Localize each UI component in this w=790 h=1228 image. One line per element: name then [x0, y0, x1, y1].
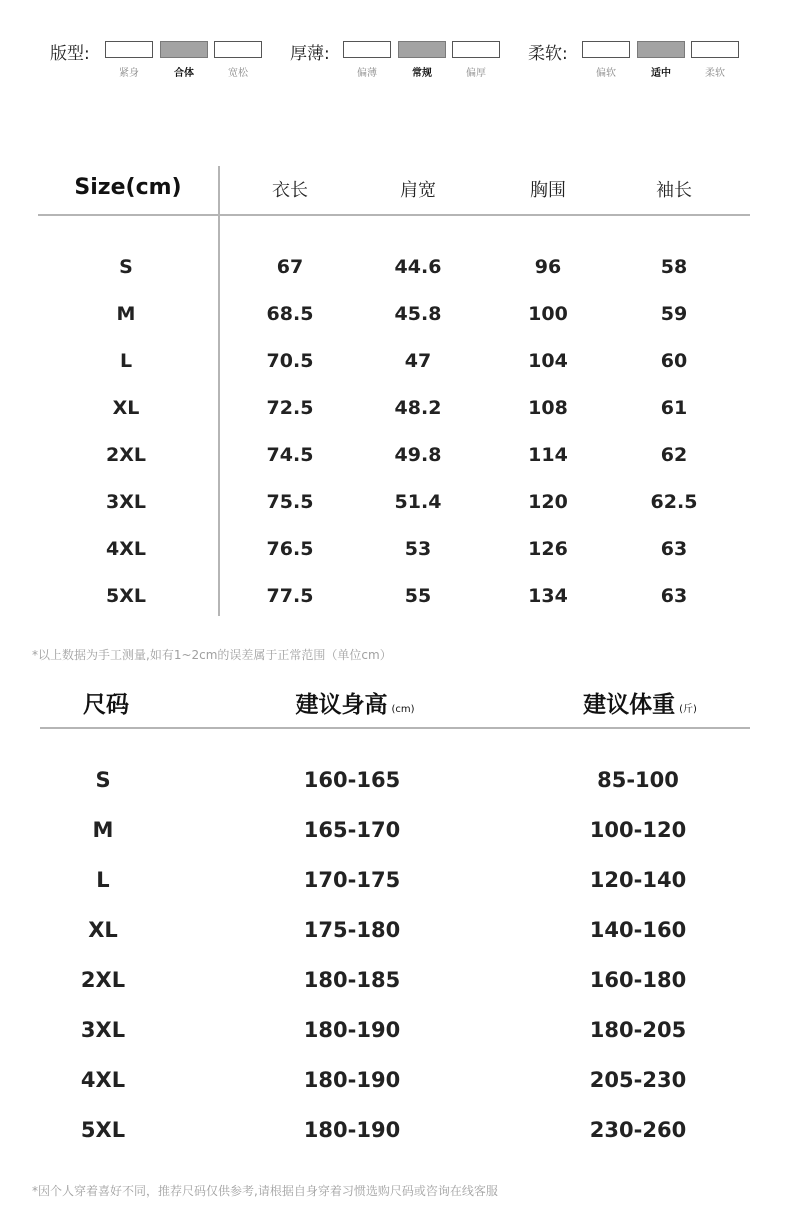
length-cell: 67 [276, 256, 304, 278]
shoulder-cell: 48.2 [394, 397, 442, 419]
size-cell: 5XL [106, 585, 146, 607]
sleeve-cell: 63 [660, 585, 688, 607]
fit-type-selector [50, 38, 270, 78]
height-header-unit: (cm) [391, 704, 415, 715]
size-column-header: Size(cm) [74, 175, 182, 200]
size-cell: M [116, 303, 136, 325]
size-cell: S [119, 256, 133, 278]
sleeve-cell: 59 [660, 303, 688, 325]
shoulder-cell: 51.4 [394, 491, 442, 513]
size-code-cell: 3XL [80, 1018, 126, 1042]
option-label: 常规 [412, 68, 432, 79]
shoulder-cell: 44.6 [394, 256, 442, 278]
weight-header-label: 建议体重 [583, 692, 676, 718]
size-code-header-label: 尺码 [83, 692, 129, 718]
length-cell: 77.5 [266, 585, 314, 607]
option-box-selected [398, 41, 446, 58]
height-range-cell: 180-185 [303, 968, 401, 992]
length-cell: 70.5 [266, 350, 314, 372]
recommended-height-header [295, 686, 414, 719]
length-cell: 76.5 [266, 538, 314, 560]
option-label: 柔软 [705, 68, 725, 79]
size-code-header [83, 686, 129, 719]
length-cell: 68.5 [266, 303, 314, 325]
option-label: 偏薄 [357, 68, 377, 79]
chest-cell: 120 [528, 491, 568, 513]
option-box [214, 41, 262, 58]
option-label: 合体 [174, 68, 194, 79]
header-divider [38, 214, 750, 216]
shoulder-cell: 55 [404, 585, 432, 607]
thickness-label: 厚薄: [290, 44, 330, 64]
sleeve-cell: 62 [660, 444, 688, 466]
weight-range-cell: 180-205 [589, 1018, 687, 1042]
softness-option-softest [691, 41, 739, 79]
sleeve-cell: 60 [660, 350, 688, 372]
weight-range-cell: 100-120 [589, 818, 687, 842]
size-cell: XL [112, 397, 140, 419]
sleeve-column-header: 袖长 [656, 180, 692, 201]
thickness-option-thin [343, 41, 391, 79]
measurement-note: *以上数据为手工测量,如有1~2cm的误差属于正常范围（单位cm） [32, 648, 392, 662]
option-box [105, 41, 153, 58]
column-divider [218, 166, 220, 616]
chest-column-header: 胸围 [530, 180, 566, 201]
weight-range-cell: 230-260 [589, 1118, 687, 1142]
size-chart-table [38, 166, 750, 616]
softness-label: 柔软: [528, 44, 568, 64]
sleeve-cell: 62.5 [650, 491, 698, 513]
option-box [582, 41, 630, 58]
chest-cell: 104 [528, 350, 568, 372]
fit-disclaimer-note: *因个人穿着喜好不同，推荐尺码仅供参考,请根据自身穿着习惯选购尺码或咨询在线客服 [32, 1184, 498, 1198]
fit-option-loose [214, 41, 262, 79]
shoulder-column-header: 肩宽 [400, 180, 436, 201]
size-code-cell: 5XL [80, 1118, 126, 1142]
option-box [452, 41, 500, 58]
sleeve-cell: 63 [660, 538, 688, 560]
length-column-header: 衣长 [272, 180, 308, 201]
option-label: 偏厚 [466, 68, 486, 79]
weight-range-cell: 140-160 [589, 918, 687, 942]
thickness-option-regular [398, 41, 446, 79]
sleeve-cell: 58 [660, 256, 688, 278]
length-cell: 72.5 [266, 397, 314, 419]
shoulder-cell: 47 [404, 350, 432, 372]
option-label: 宽松 [228, 68, 248, 79]
size-code-cell: S [95, 768, 111, 792]
height-range-cell: 175-180 [303, 918, 401, 942]
weight-range-cell: 160-180 [589, 968, 687, 992]
height-range-cell: 180-190 [303, 1118, 401, 1142]
header-divider [40, 727, 750, 729]
shoulder-cell: 45.8 [394, 303, 442, 325]
option-box [691, 41, 739, 58]
size-code-cell: 2XL [80, 968, 126, 992]
softness-option-medium [637, 41, 685, 79]
option-label: 偏软 [596, 68, 616, 79]
size-cell: 4XL [106, 538, 146, 560]
option-box-selected [160, 41, 208, 58]
size-cell: 3XL [106, 491, 146, 513]
option-label: 适中 [651, 68, 671, 79]
thickness-selector [290, 38, 510, 78]
chest-cell: 134 [528, 585, 568, 607]
sleeve-cell: 61 [660, 397, 688, 419]
option-label: 紧身 [119, 68, 139, 79]
recommended-weight-header [583, 686, 697, 719]
size-cell: L [119, 350, 133, 372]
length-cell: 74.5 [266, 444, 314, 466]
softness-selector [528, 38, 743, 78]
height-range-cell: 165-170 [303, 818, 401, 842]
chest-cell: 114 [528, 444, 568, 466]
weight-range-cell: 205-230 [589, 1068, 687, 1092]
size-code-cell: L [96, 868, 110, 892]
height-range-cell: 170-175 [303, 868, 401, 892]
weight-range-cell: 85-100 [597, 768, 679, 792]
size-code-cell: 4XL [80, 1068, 126, 1092]
size-code-cell: M [92, 818, 114, 842]
height-header-label: 建议身高 [295, 692, 388, 718]
thickness-option-thick [452, 41, 500, 79]
fit-type-label: 版型: [50, 44, 90, 64]
size-cell: 2XL [106, 444, 146, 466]
softness-option-soft [582, 41, 630, 79]
height-range-cell: 180-190 [303, 1018, 401, 1042]
chest-cell: 96 [534, 256, 562, 278]
weight-range-cell: 120-140 [589, 868, 687, 892]
option-box [343, 41, 391, 58]
size-code-cell: XL [88, 918, 118, 942]
chest-cell: 126 [528, 538, 568, 560]
chest-cell: 108 [528, 397, 568, 419]
fit-option-regular [160, 41, 208, 79]
shoulder-cell: 53 [404, 538, 432, 560]
size-recommendation-table [40, 680, 750, 1150]
weight-header-unit: (斤) [679, 704, 697, 715]
height-range-cell: 160-165 [303, 768, 401, 792]
length-cell: 75.5 [266, 491, 314, 513]
fit-option-tight [105, 41, 153, 79]
chest-cell: 100 [528, 303, 568, 325]
option-box-selected [637, 41, 685, 58]
shoulder-cell: 49.8 [394, 444, 442, 466]
height-range-cell: 180-190 [303, 1068, 401, 1092]
